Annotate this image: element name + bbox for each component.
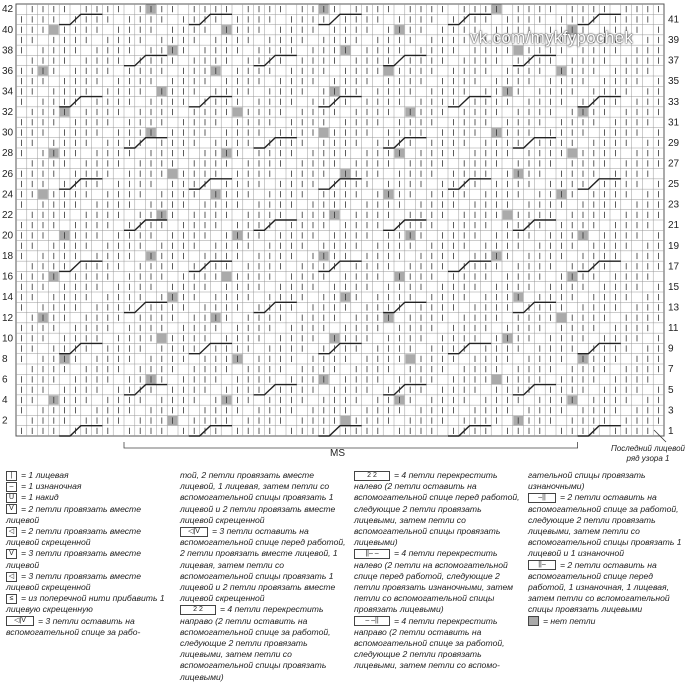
row-number-right: 27 <box>668 158 680 170</box>
legend-item: –|| = 2 петли оставить на вспомогательной спице за работой, следующие 2 петли провязать лицевыми, затем петли со вспомогательной спицы провязать 1 лицевой и 1 изнаночной <box>528 492 682 559</box>
watermark: vk.com/mykfypochek <box>470 28 634 47</box>
row-number-right: 5 <box>668 384 674 396</box>
no-stitch-cell <box>405 354 415 363</box>
no-stitch-cell <box>319 128 329 137</box>
row-number-left: 20 <box>2 230 14 242</box>
row-number-right: 21 <box>668 220 680 232</box>
knit-symbol-icon: | <box>6 471 17 481</box>
legend-item: V = 2 петли провязать вместе лицевой <box>6 503 141 525</box>
last-row-note: Последний лицевой ряд узора 1 <box>611 444 685 463</box>
row-number-left: 30 <box>2 127 14 139</box>
row-number-left: 16 <box>2 271 14 283</box>
row-number-right: 35 <box>668 76 680 88</box>
row-number-left: 38 <box>2 45 14 57</box>
no-stitch-cell <box>157 334 167 343</box>
legend-column-2 <box>180 470 346 683</box>
row-number-left: 28 <box>2 148 14 160</box>
no-stitch-cell <box>567 149 577 158</box>
row-number-left: 34 <box>2 86 14 98</box>
repeat-label: MS <box>330 448 345 459</box>
row-number-left: 24 <box>2 189 14 201</box>
legend-item: V = 3 петли провязать вместе лицевой <box>6 548 141 570</box>
row-number-right: 39 <box>668 35 680 47</box>
cable-2-2-right-symbol-icon: 2 2 <box>180 605 216 615</box>
row-number-left: 12 <box>2 312 14 324</box>
legend-item: ||– – = 4 петли перекрестить налево (2 петли на вспомогательной спице перед работой, следующие 2 петли провязать изнаночными, затем петли со вспомогательной спицы провязать лицевыми) <box>354 548 514 615</box>
legend-item: 2 2 = 4 петли перекрестить направо (2 петли оставить на вспомогательной спице за работой, следующие 2 петли провязать лицевыми, затем петли со вспомогательной спицы провязать лицевыми) <box>180 604 331 682</box>
k2tog-symbol-icon: V <box>6 504 17 514</box>
cable-2-1-1-right-symbol-icon: –|| <box>528 493 556 503</box>
row-number-left: 22 <box>2 209 14 221</box>
legend-item: – = 1 изнаночная <box>6 481 166 492</box>
legend-column-1 <box>6 470 166 638</box>
row-number-right: 1 <box>668 425 674 437</box>
legend-item: ◁|V = 3 петли оставить на вспомогательной спице перед работой, 2 петли провязать вместе лицевой, 1 лицевая, затем петли со вспомогательной спицы провязать 1 лицевой и 2 петли провязать вместе лицевой скрещенной <box>180 526 346 604</box>
cable-2-2-left-symbol-icon: 2 2 <box>354 471 390 481</box>
row-number-right: 7 <box>668 364 674 376</box>
legend-column-4 <box>528 470 686 627</box>
row-number-right: 3 <box>668 405 674 417</box>
legend-item: ≤ = из поперечной нити прибавить 1 лицевую скрещенную <box>6 593 165 615</box>
legend-column-3 <box>354 470 520 672</box>
row-number-right: 17 <box>668 261 680 273</box>
row-number-right: 23 <box>668 199 680 211</box>
row-number-left: 32 <box>2 107 14 119</box>
no-stitch-cell <box>503 210 513 219</box>
row-number-left: 14 <box>2 292 14 304</box>
row-number-left: 18 <box>2 251 14 263</box>
legend-item: – –|| = 4 петли перекрестить направо (2 петли оставить на вспомогательной спице за работой, следующие 2 петли провязать лицевыми, затем петли со вспомо- <box>354 615 505 671</box>
row-number-left: 36 <box>2 65 14 77</box>
row-number-left: 4 <box>2 395 8 407</box>
no-stitch-symbol-icon <box>528 616 539 626</box>
row-number-left: 42 <box>2 4 14 16</box>
no-stitch-cell <box>557 313 567 322</box>
row-number-left: 26 <box>2 168 14 180</box>
row-number-left: 40 <box>2 24 14 36</box>
cable-2-1-1-left-symbol-icon: ||– <box>528 560 556 570</box>
k2tog-tbl-symbol-icon: ◁ <box>6 527 17 537</box>
cable-dec-right-symbol-icon: ◁|V <box>6 616 34 626</box>
row-number-right: 9 <box>668 343 674 355</box>
legend-item: ||– = 2 петли оставить на вспомогательной спице перед работой, 1 изнаночная, 1 лицевая, затем петли со вспомогательной спицы провязать лицевыми <box>528 559 670 615</box>
no-stitch-cell <box>49 25 59 34</box>
row-number-left: 8 <box>2 353 8 365</box>
no-stitch-cell <box>222 272 232 281</box>
no-stitch-cell <box>38 190 48 199</box>
legend-item: ◁|V = 3 петли оставить на вспомогательной спице за рабо- <box>6 615 141 637</box>
row-number-right: 31 <box>668 117 680 129</box>
row-number-left: 10 <box>2 333 14 345</box>
legend-item: ◁ = 2 петли провязать вместе лицевой скрещенной <box>6 526 141 548</box>
purl-symbol-icon: – <box>6 482 17 492</box>
row-number-left: 6 <box>2 374 8 386</box>
legend-item: гательной спицы провязать изнаночными) <box>528 470 646 492</box>
k3tog-tbl-symbol-icon: ◁ <box>6 572 17 582</box>
no-stitch-cell <box>233 107 243 116</box>
cable-dec-left-symbol-icon: ◁|V <box>180 527 208 537</box>
legend-item: той, 2 петли провязать вместе лицевой, 1 лицевая, затем петли со вспомогательной спицы провязать 1 лицевой и 2 петли провязать вместе лицевой скрещенной <box>180 470 336 525</box>
no-stitch-cell <box>492 375 502 384</box>
legend-item: | = 1 лицевая <box>6 470 166 481</box>
make-one-symbol-icon: ≤ <box>6 594 17 604</box>
legend-item: U = 1 накид <box>6 492 166 503</box>
row-number-right: 13 <box>668 302 680 314</box>
row-number-right: 15 <box>668 281 680 293</box>
k3tog-symbol-icon: V <box>6 549 17 559</box>
legend-item: = нет петли <box>528 616 686 627</box>
repeat-bracket <box>124 442 578 448</box>
legend-item: 2 2 = 4 петли перекрестить налево (2 петли оставить на вспомогательной спице перед работой, следующие 2 петли провязать лицевыми, затем петли со вспомогательной спицы провязать лицевыми) <box>354 470 520 548</box>
row-number-right: 29 <box>668 137 680 149</box>
no-stitch-cell <box>168 169 178 178</box>
row-number-right: 37 <box>668 55 680 67</box>
row-number-right: 41 <box>668 14 680 26</box>
no-stitch-cell <box>341 416 351 425</box>
cable-2-2-right-purl-symbol-icon: – –|| <box>354 616 390 626</box>
cable-2-2-left-purl-symbol-icon: ||– – <box>354 549 390 559</box>
yarn-over-symbol-icon: U <box>6 493 17 503</box>
row-number-right: 25 <box>668 179 680 191</box>
no-stitch-cell <box>384 66 394 75</box>
row-number-right: 33 <box>668 96 680 108</box>
legend-item: ◁ = 3 петли провязать вместе лицевой скрещенной <box>6 570 141 593</box>
row-number-right: 11 <box>668 323 679 335</box>
row-number-left: 2 <box>2 415 8 427</box>
row-number-right: 19 <box>668 240 680 252</box>
